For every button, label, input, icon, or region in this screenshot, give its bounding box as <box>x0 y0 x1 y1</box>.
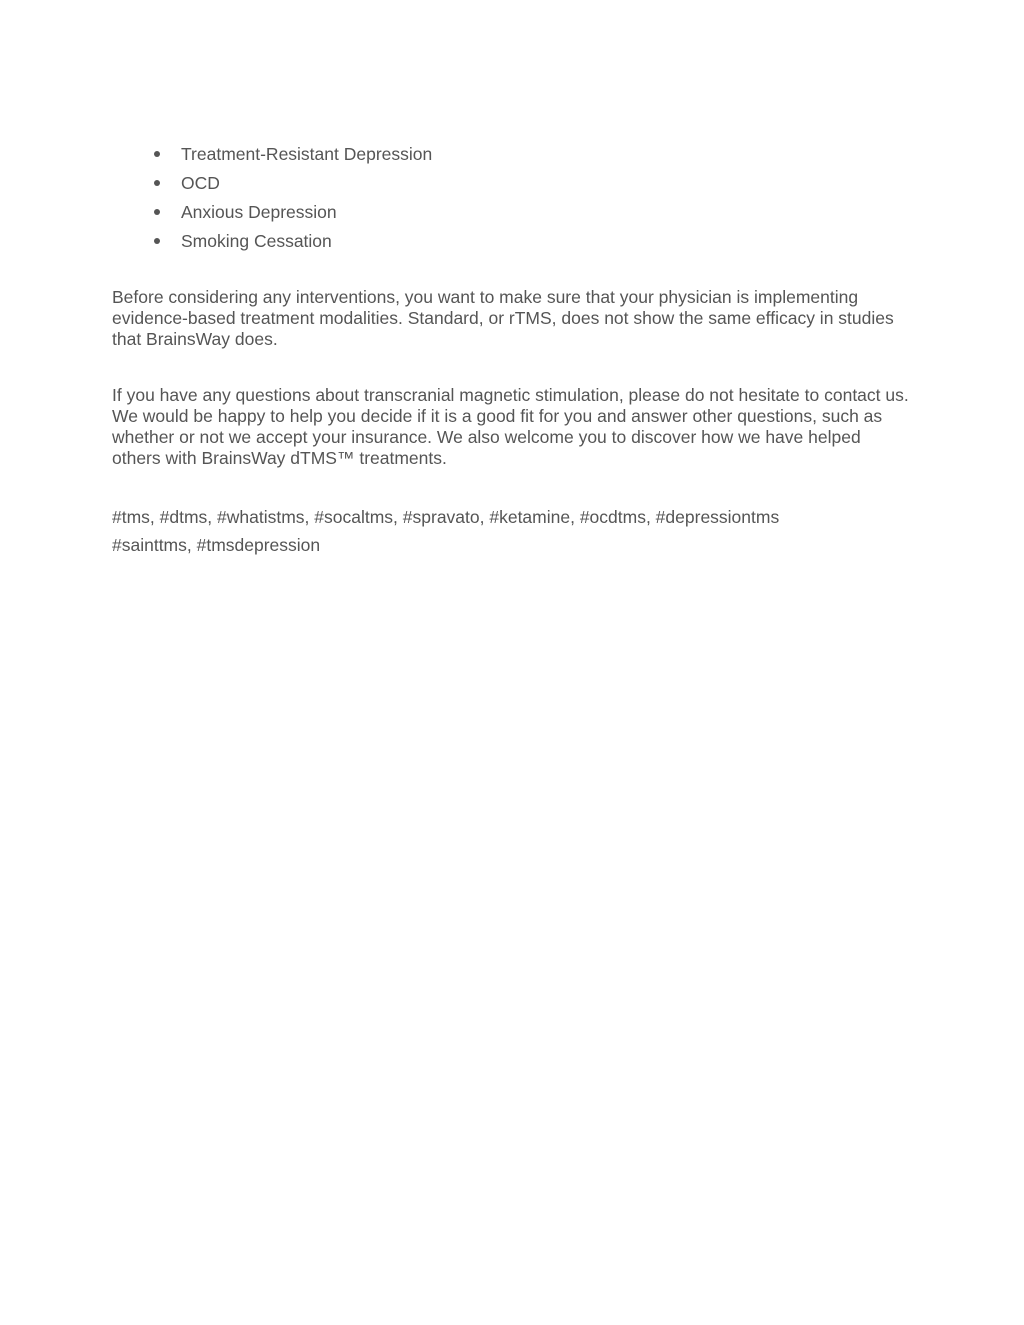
list-item-text: Smoking Cessation <box>181 231 332 251</box>
list-item <box>140 142 432 171</box>
bullet-icon <box>154 151 160 157</box>
list-item-text: Anxious Depression <box>181 202 337 222</box>
list-item-text: Treatment-Resistant Depression <box>181 144 433 164</box>
hashtags <box>112 503 912 559</box>
hashtags-line-2: #sainttms, #tmsdepression <box>112 535 321 555</box>
bullet-icon <box>154 209 160 215</box>
list-item <box>140 200 432 229</box>
conditions-list <box>140 142 432 258</box>
list-item <box>140 171 432 200</box>
bullet-icon <box>154 238 160 244</box>
evidence-paragraph: Before considering any interventions, you want to make sure that your physician is implementing evidence-based treatment modalities. Standard, or rTMS, does not show the same efficacy in studies that BrainsWay does. <box>112 287 894 349</box>
bullet-icon <box>154 180 160 186</box>
contact-paragraph: If you have any questions about transcranial magnetic stimulation, please do not hesitate to contact us. We would be happy to help you decide if it is a good fit for you and answer other questions, such as whether or not we accept your insurance. We also welcome you to discover how we have helped others with BrainsWay dTMS™ treatments. <box>112 385 909 468</box>
hashtags-line-1: #tms, #dtms, #whatistms, #socaltms, #spravato, #ketamine, #ocdtms, #depressiontms <box>112 507 780 527</box>
list-item <box>140 229 432 258</box>
list-item-text: OCD <box>181 173 220 193</box>
